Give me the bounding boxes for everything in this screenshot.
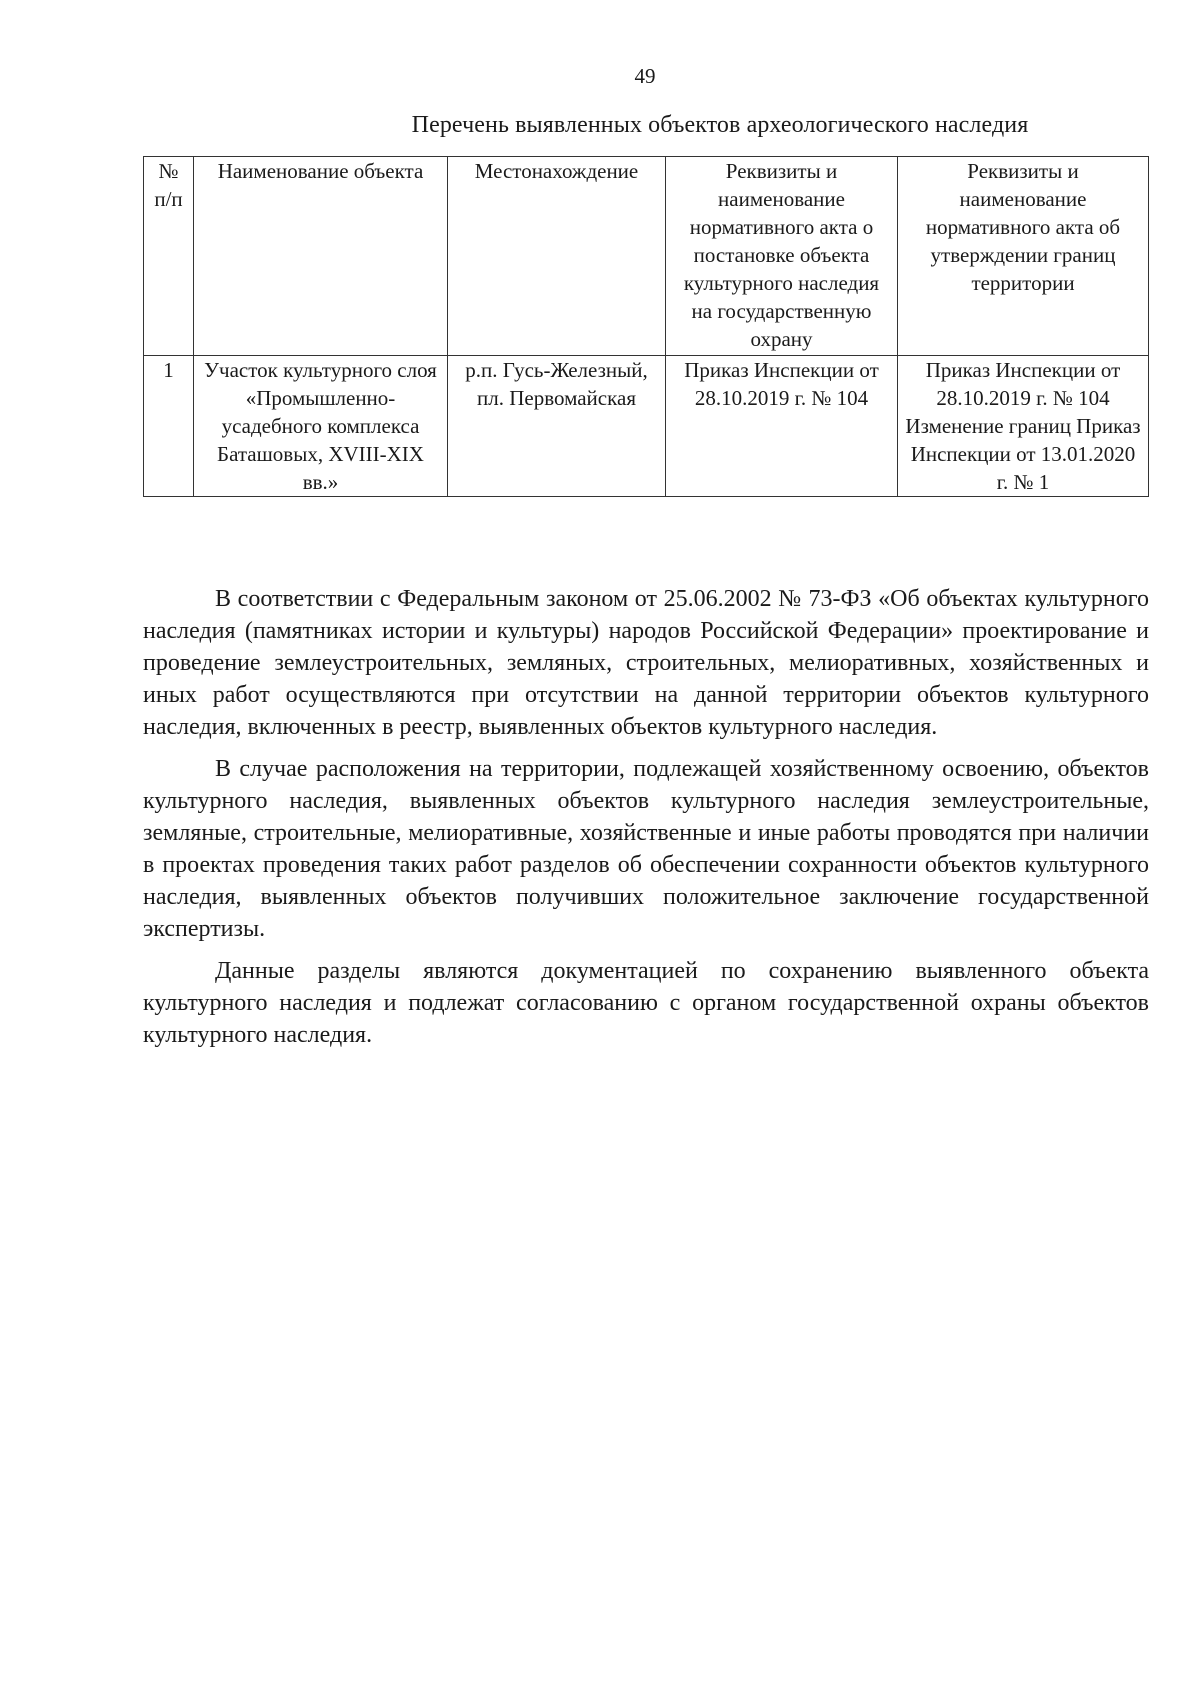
cell-protection-act: Приказ Инспекции от 28.10.2019 г. № 104 (666, 356, 898, 497)
body-text (143, 583, 1149, 1061)
table-title: Перечень выявленных объектов археологического наследия (411, 112, 1029, 138)
header-location: Местонахождение (448, 157, 666, 356)
heritage-objects-table (143, 156, 1149, 497)
paragraph-works-conditions: В случае расположения на территории, подлежащей хозяйственному освоению, объектов культурного наследия, выявленных объектов культурного наследия землеустроительные, земляные, строительные, мелиоративные, хозяйственные и иные работы проводятся при наличии в проектах проведения таких работ разделов об обеспечении сохранности объектов культурного наследия, выявленных объектов получивших положительное заключение государственной экспертизы. (143, 756, 1149, 942)
cell-boundary-act: Приказ Инспекции от 28.10.2019 г. № 104 Изменение границ Приказ Инспекции от 13.01.2020 г. № 1 (898, 356, 1149, 497)
table-header-row (144, 157, 1149, 356)
header-protection-act: Реквизиты и наименование нормативного акта о постановке объекта культурного наследия на государственную охрану (666, 157, 898, 356)
header-num: № п/п (144, 157, 194, 356)
paragraph-approval: Данные разделы являются документацией по сохранению выявленного объекта культурного наследия и подлежат согласованию с органом государственной охраны объектов культурного наследия. (143, 958, 1149, 1048)
cell-location: р.п. Гусь-Железный, пл. Первомайская (448, 356, 666, 497)
cell-num: 1 (144, 356, 194, 497)
page-number: 49 (634, 64, 656, 88)
paragraph-law-reference: В соответствии с Федеральным законом от 25.06.2002 № 73-ФЗ «Об объектах культурного наследия (памятниках истории и культуры) народов Российской Федерации» проектирование и проведение землеустроительных, земляных, строительных, мелиоративных, хозяйственных и иных работ осуществляются при отсутствии на данной территории объектов культурного наследия, включенных в реестр, выявленных объектов культурного наследия. (143, 586, 1149, 740)
header-name: Наименование объекта (194, 157, 448, 356)
header-boundary-act: Реквизиты и наименование нормативного акта об утверждении границ территории (898, 157, 1149, 356)
cell-name: Участок культурного слоя «Промышленно-усадебного комплекса Баташовых, XVIII-XIX вв.» (194, 356, 448, 497)
table-row (144, 356, 1149, 497)
